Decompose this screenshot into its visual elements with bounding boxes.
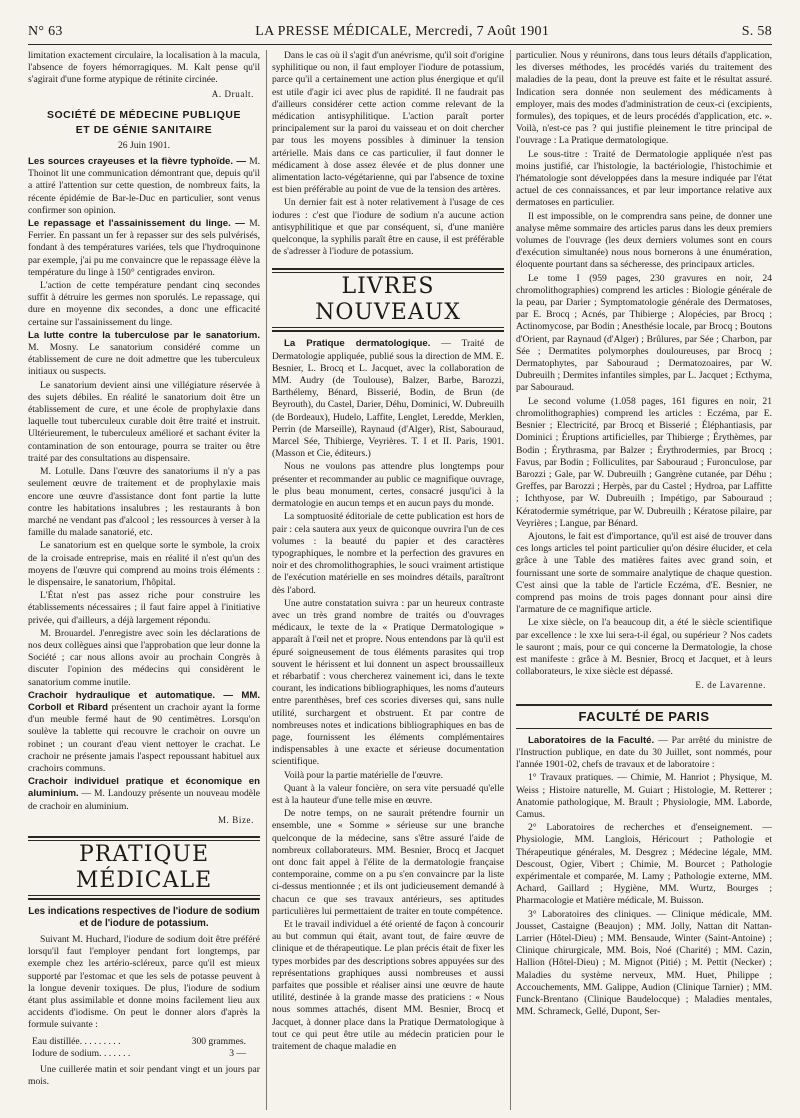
subheading: La lutte contre la tuberculose par le sanatorium.	[28, 329, 260, 341]
column-3	[516, 50, 772, 1112]
subheading: Crachoir hydraulique et automatique. — MM. Corboll et Ribard	[28, 689, 260, 713]
paragraph: Le xixe siècle, on l'a beaucoup dit, a été le siècle scientifique par excellence : le xxe lui sera-t-il égal, ou supérieur ? Nos cadets le sauront ; mais, pour ce qui concerne la Dermatologie, la chose est manifeste : grâce à M. Besnier, Brocq et Jacquet, et à leurs collaborateurs, le xixe siècle est dépassé.	[516, 617, 772, 678]
paragraph: La somptuosité éditoriale de cette publication est hors de pair : cela sautera aux yeux de quiconque ouvrira l'un de ces volumes : la beauté du papier et des caractères typographiques, le nombre et la perfection des gravures en noir et des chromolithographies, le souci vraiment artistique de l'exécution matérielle en ses moindres détails, paraîtront dès l'abord.	[272, 511, 504, 596]
column-2	[272, 50, 504, 1112]
paragraph: L'action de cette température pendant cinq secondes suffit à détruire les germes non sporulés. Le repassage, qui dure en moyenne dix secondes, a donc une efficacité certaine sur l'assainissement du linge.	[28, 280, 260, 328]
paragraph-text: M. Thoinot lit une communication démontrant que, depuis qu'il a attiré l'attention sur cette question, de nombreux faits, la récente épidémie de Bar-le-Duc en particulier, sont venus confirmer son opinion.	[28, 156, 260, 216]
paragraph: De notre temps, on ne saurait prétendre fournir un ensemble, une « Somme » sérieuse sur une branche quelconque de la médecine, sans s'être assuré l'aide de nombreux collaborateurs. MM. Besnier, Brocq et Jacquet ont donc fait appel à l'élite de la dermatologie française contemporaine, comme on a pu s'en convaincre par la liste ci-dessus mentionnée ; et ils ont judicieusement demandé à chacun ce que ses travaux antérieurs, ses aptitudes particulières lui permettaient de traiter en toute compétence.	[272, 808, 504, 917]
formula-item: Iodure de sodium. . . . . . .	[32, 1047, 131, 1059]
formula	[28, 1036, 260, 1060]
paragraph: 3° Laboratoires des cliniques. — Clinique médicale, MM. Jousset, Castaigne (Beaujon) ; MM. Jolly, Nattan dit Nattan-Larrier (Hôtel-Dieu) ; MM. Bensaude, Winter (Saint-Antoine) ; Clinique chirurgicale, MM. Bois, Noé (Charité) ; MM. Cazin, Hallion (Hôtel-Dieu) ; M. Mignot (Pitié) ; M. Pettit (Necker) ; Maladies du système nerveux, MM. Huet, Philippe ; Accouchements, MM. Galippe, Audion (Clinique Tarnier) ; MM. Funck-Brentano (Clinique Baudelocque) ; Maladies mentales, MM. Schrameck, Gellé, Dupont, Ser-	[516, 908, 772, 1018]
paragraph: 2° Laboratoires de recherches et d'enseignement. — Physiologie, MM. Langlois, Héricourt ; Pathologie et Thérapeutique générales, M. Desgrez ; Médecine légale, MM. Descoust, Ogier, Vibert ; Chimie, M. Bourcet ; Pathologie expérimentale et comparée, M. Lamy ; Pathologie externe, MM. Achard, Gaillard ; Hygiène, MM. Wurtz, Bourges ; Pharmacologie et Matière médicale, M. Buisson.	[516, 822, 772, 907]
paragraph	[28, 776, 260, 813]
subheading: Le repassage et l'assainissement du linge. —	[28, 218, 245, 230]
paragraph: Suivant M. Huchard, l'iodure de sodium doit être préféré lorsqu'il faut l'employer pendant fort longtemps, par exemple chez les artério-scléreux, parce qu'il est mieux supporté par l'estomac et que les sels de potasse peuvent à la longue devenir toxiques. De plus, l'iodure de sodium étant plus assimilable et donne moins facilement lieu aux accidents d'iodisme. On peut le donner alors d'après la formule suivante :	[28, 933, 260, 1031]
section-banner: LIVRES NOUVEAUX	[272, 268, 504, 332]
section-title	[28, 108, 260, 138]
page-number: S. 58	[741, 24, 772, 39]
signature: E. de Lavarenne.	[695, 680, 766, 691]
journal-title: LA PRESSE MÉDICALE, Mercredi, 7 Août 1901	[255, 24, 550, 39]
paragraph: 1° Travaux pratiques. — Chimie, M. Hanriot ; Physique, M. Weiss ; Histoire naturelle, M. Guiart ; Histologie, M. Retterer ; Anatomie pathologique, M. Brault ; Physiologie, MM. Laborde, Camus.	[516, 772, 772, 820]
subheading: Crachoir individuel pratique et économique en aluminium.	[28, 776, 260, 800]
page-header	[28, 10, 772, 40]
paragraph: Le second volume (1.058 pages, 161 figures en noir, 21 chromolithographies) comprend les articles : Eczéma, par E. Besnier ; Electricité, par Brocq et Bisserié ; Éléphantiasis, par Dominici ; Éruptions artificielles, par Thibierge ; Érythèmes, par Bodin ; Érythrasma, par Balzer ; Érythrodermies, par Brocq ; Favus, par Bodin ; Folliculites, par Sabouraud ; Furonculose, par Barozzi ; Gale, par W. Dubreuilh ; Gangrène cutanée, par Déhu ; Greffes, par Barozzi ; Herpès, par du Castel ; Hydroa, par Laffitte ; Ichthyose, par W. Dubreuilh ; Impétigo, par Sabouraud ; Kératodermie symétrique, par W. Dubreuilh ; Kératose pilaire, par Veyrières ; Langue, par Bénard.	[516, 395, 772, 529]
paragraph-text: — Traité de Dermatologie appliquée, publié sous la direction de MM. E. Besnier, L. Brocq et L. Jacquet, avec la collaboration de MM. Audry (de Toulouse), Balzer, Barbe, Barozzi, Barthélemy, Bénard, Bisserié, Bodin, de Brun (de Beyrouth), du Castel, Darier, Déhu, Dominici, W. Dubreuilh (de Bordeaux), Hudelo, Laffite, Lenglet, Leredde, Merklen, Perrin (de Marseille), Raynaud (d'Alger), Rist, Sabouraud, Marcel Sée, Thibierge, Veyrières. T. I et II. Paris, 1901. (Masson et Cie, éditeurs.)	[272, 338, 504, 460]
paragraph: Le sous-titre : Traité de Dermatologie appliquée n'est pas moins justifié, car l'histologie, la bactériologie, l'histochimie et l'hématologie sont développées dans la mesure indiquée par l'état actuel de ces connaissances, et par leur importance relative aux dermatoses en particulier.	[516, 148, 772, 209]
paragraph-text: présentent un crachoir ayant la forme d'un meuble fermé haut de 90 centimètres. Lorsqu'on soulève la tablette qui recouvre le crachoir on ouvre un robinet ; un courant d'eau vient nettoyer le crachat. Le crachoir ne présente jamais l'aspect repoussant habituel aux crachoirs communs.	[28, 701, 260, 774]
paragraph-text: — M. Landouzy présente un nouveau modèle de crachoir en aluminium.	[28, 788, 260, 812]
article-title: Les indications respectives de l'iodure de sodium et de l'iodure de potassium.	[28, 905, 260, 929]
signature: M. Bize.	[217, 814, 254, 825]
column-divider-2	[510, 50, 511, 1110]
paragraph: Il est impossible, on le comprendra sans peine, de donner une analyse même sommaire des articles parus dans les deux premiers volumes de l'ouvrage (les deux derniers volumes sont en cours d'exécution simultanée) nous nous bornerons à une énumération, éloquente pourtant dans sa sécheresse, des principaux articles.	[516, 210, 772, 271]
header-rule	[28, 44, 772, 45]
paragraph	[28, 218, 260, 279]
section-banner: PRATIQUE MÉDICALE	[28, 836, 260, 900]
paragraph: Le sanatorium est en quelque sorte le symbole, la croix de la croisade entreprise, mais en réalité il n'est qu'un des moyens de l'œuvre qui comprend au moins trois éléments : le dispensaire, le sanatorium, l'hôpital.	[28, 540, 260, 588]
intro-paragraph: limitation exactement circulaire, la localisation à la macula, l'absence de foyers hémorragiques. M. Kalt pense qu'il s'agirait d'une forme atypique de rétinite circinée.	[28, 50, 260, 86]
paragraph: M. Brouardel. J'enregistre avec soin les déclarations de nos deux collègues ainsi que l'approbation que leur donne la Société ; car nous allons avoir au prochain Congrès à discuter l'opinion des médecins qui considèrent le sanatorium comme inutile.	[28, 627, 260, 688]
column-1	[28, 50, 260, 1112]
subheading: La Pratique dermatologique.	[284, 338, 431, 350]
paragraph	[28, 690, 260, 775]
paragraph-text: M. Mosny. Le sanatorium considéré comme un établissement de cure ne doit admettre que les tuberculeux initiaux ou suspects.	[28, 342, 260, 378]
column-divider-1	[266, 50, 267, 1110]
paragraph: Voilà pour la partie matérielle de l'œuvre.	[284, 769, 443, 781]
paragraph: Ajoutons, le fait est d'importance, qu'il est aisé de trouver dans ces longs articles tel point particulier qu'on désire élucider, et cela grâce à une Table des matières faites avec grand soin, et fournissant une sorte de sommaire analytique de chaque question. C'est ainsi que la table de l'article Eczéma, d'E. Besnier, ne comprend pas moins de trois pages donnant pour ainsi dire l'armature de ce magnifique article.	[516, 530, 772, 616]
paragraph	[28, 330, 260, 379]
paragraph: particulier. Nous y réunirons, dans tous leurs détails d'application, les diverses méthodes, les procédés variés du traitement des maladies de la peau, dont la preuve est faite et le résultat assuré. Indication sera donnée non seulement des médicaments à employer, mais des modes d'administration de ceux-ci (excipients, formules), des topiques, et de leurs procédés d'application, etc. ». Voilà, n'est-ce pas ? qui justifie pleinement le titre principal de l'ouvrage : La Pratique dermatologique.	[516, 50, 772, 147]
paragraph: Le sanatorium devient ainsi une villégiature réservée à des sujets débiles. En réalité le sanatorium doit être un établissement de cure, et une école de prophylaxie dans laquelle tout tuberculeux curable doit être traité et instruit. Ultérieurement, le tuberculeux amélioré et sachant éviter la contamination de son entourage, pourra se traiter ou être traité par des consultations au dispensaire.	[28, 379, 260, 464]
formula-item: Eau distillée. . . . . . . . .	[32, 1035, 121, 1047]
section-banner: FACULTÉ DE PARIS	[516, 704, 772, 729]
paragraph-text: — Par arrêté du ministre de l'Instruction publique, en date du 30 Juillet, sont nommés, pour l'année 1901-02, chefs de travaux et de laboratoire :	[516, 734, 772, 771]
paragraph: Une autre constatation suivra : par un heureux contraste avec un très grand nombre de traités ou d'ouvrages médicaux, le texte de la « Pratique Dermatologique » apparaît à l'œil net et propre. Nous entendons par là qu'il est épuré soigneusement de tous éléments parasites qui trop souvent le hérissent et lui donnent un aspect broussailleux et rébarbatif : vous chercherez vainement ici, dans le texte courant, les indications bibliographiques, les noms d'auteurs entre parenthèses, bref ces scories diverses qui, sans nulle utilité, surchargent et obstruent. Et par contre de nombreuses notes et indications bibliographiques en bas de page, fournissent les éléments complémentaires indispensables à une exacte et sérieuse documentation scientifique.	[272, 597, 504, 768]
formula-quantity: 300 grammes.	[191, 1035, 246, 1047]
subheading: Les sources crayeuses et la fièvre typhoïde. —	[28, 156, 246, 168]
issue-number: N° 63	[28, 24, 63, 39]
formula-row	[28, 1036, 260, 1048]
formula-quantity: 3 —	[229, 1047, 246, 1059]
section-date: 26 Juin 1901.	[118, 139, 170, 151]
paragraph: Le tome I (959 pages, 230 gravures en noir, 24 chromolithographies) comprend les articles : Biologie générale de la peau, par Darier ; Symptomatologie générale des Dermatoses, par E. Brocq ; Acnés, par Thibierge ; Alopécies, par Brocq ; Actinomycose, par Bodin ; Anesthésie locale, par Brocq ; Boutons d'Orient, par Raynaud (d'Alger) ; Brûlures, par Sée ; Charbon, par Sée ; Dermatites polymorphes douloureuses, par Brocq ; Dermatophytes, par Sabouraud ; Dermatozoaires, par W. Dubreuilh ; Dermites infantiles simples, par L. Jacquet ; Ecthyma, par Sabouraud.	[516, 272, 772, 394]
paragraph: Et le travail individuel a été orienté de façon à concourir au but commun qui était, avant tout, de faire œuvre de clinique et de thérapeutique. Le plan précis était de fixer les types morbides par des descriptions sobres appuyées sur des représentations graphiques aussi nombreuses et aussi parfaites que possible et réaliser ainsi une œuvre de haute utilité, destinée à la grande masse des praticiens : « Nous nous sommes attachés, disent MM. Besnier, Brocq et Jacquet, à donner place dans la Pratique Dermatologique à tout ce qui peut être utile au médecin praticien pour le traitement de chaque maladie en	[272, 919, 504, 1053]
paragraph: Quant à la valeur foncière, on sera vite persuadé qu'elle est à la hauteur d'une telle mise en œuvre.	[272, 782, 504, 806]
paragraph: Dans le cas où il s'agit d'un anévrisme, qu'il soit d'origine syphilitique ou non, il faut employer l'iodure de potassium, parce qu'il a certainement une action plus énergique et qu'il est utile d'agir ici avec plus de rapidité. Il ne faudrait pas d'ailleurs considérer cette action comme relevant de la médication antisyphilitique. L'action paraît porter principalement sur la paroi du vaisseau et on doit chercher par tous les moyens possibles à diminuer la tension artérielle. Mais dans ce cas particulier, il faut donner le médicament à dose assez élevée et de plus donner une alimentation lacto-végétarienne, qui par l'absence de toxine est bien préférable au point de vue de la tension des artères.	[272, 50, 504, 196]
paragraph-text: M. Ferrier. En passant un fer à repasser sur des sels pulvérisés, fondant à des températures variées, tels que l'hydroquinone par exemple, j'ai pu me convaincre que le repassage élève la température du linge à 150° centigrades environ.	[28, 218, 260, 278]
paragraph	[516, 735, 772, 772]
formula-row	[28, 1048, 260, 1060]
paragraph: Une cuillerée matin et soir pendant vingt et un jours par mois.	[28, 1064, 260, 1088]
paragraph	[28, 156, 260, 217]
paragraph: Un dernier fait est à noter relativement à l'usage de ces iodures : c'est que l'iodure de sodium n'a aucune action antisyphilitique et que par conséquent, si, d'une manière quelconque, la syphilis paraît être en cause, il est préférable de s'adresser à l'iodure de potassium.	[272, 197, 504, 258]
section-title-line-1: SOCIÉTÉ DE MÉDECINE PUBLIQUE	[46, 109, 242, 121]
signature: A. Drualt.	[211, 88, 254, 99]
subheading: Laboratoires de la Faculté.	[528, 734, 655, 746]
paragraph	[272, 338, 504, 460]
paragraph: Nous ne voulons pas attendre plus longtemps pour présenter et recommander au public ce magnifique ouvrage, le plus beau monument, certes, consacré jusqu'ici à la dermatologie en aucun temps et en aucun pays du monde.	[272, 461, 504, 510]
paragraph: M. Lotulle. Dans l'œuvre des sanatoriums il n'y a pas seulement œuvre de traitement et de prophylaxie mais encore une œuvre d'assistance dont font partie la lutte contre les habitations insalubres ; les restaurants à bon marché ne vendant pas d'alcool ; les ressources à verser à la famille du malade sanatorié, etc.	[28, 466, 260, 539]
section-title-line-2: ET DE GÉNIE SANITAIRE	[75, 124, 213, 136]
paragraph: L'État n'est pas assez riche pour construire les établissements nécessaires ; il faut faire appel à l'initiative privée, qui d'ailleurs, a déjà largement répondu.	[28, 590, 260, 626]
